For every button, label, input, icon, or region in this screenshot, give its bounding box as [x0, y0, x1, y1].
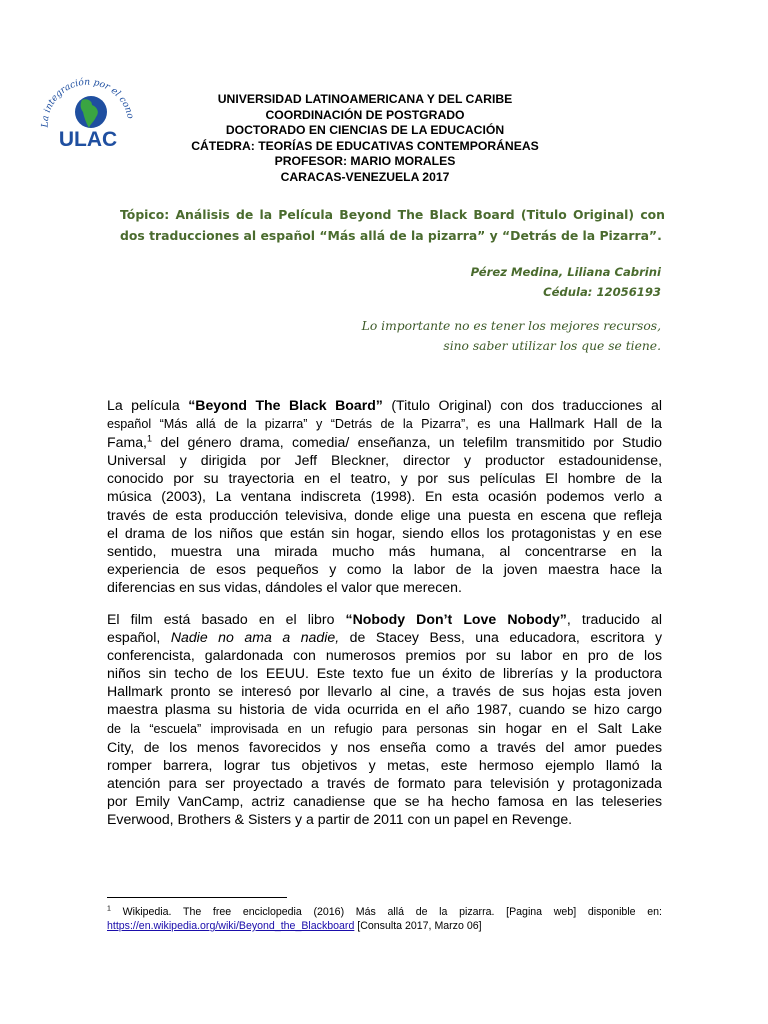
paragraph-line: español, Nadie no ama a nadie, de Stacey Bess, una educadora, escritora y	[107, 629, 662, 646]
footnote-marker: 1	[107, 905, 111, 913]
topic-line: Tópico: Análisis de la Película Beyond The Black Board (Titulo Original) con	[120, 207, 665, 222]
paragraph-line: de la “escuela” improvisada en un refugio para personas sin hogar en el Salt Lake	[107, 719, 662, 736]
quote-line: sino saber utilizar los que se tiene.	[443, 339, 661, 353]
paragraph-line: City, de los menos favorecidos y nos enseña como a través del amor puedes	[107, 738, 662, 755]
paragraph-line: Everwood, Brothers & Sisters y a partir de 2011 con un papel en Revenge.	[107, 811, 573, 828]
header-line: PROFESOR: MARIO MORALES	[274, 154, 456, 169]
paragraph-line: diferencias en sus vidas, dándoles el valor que merecen.	[107, 578, 462, 595]
author-name: Pérez Medina, Liliana Cabrini	[470, 265, 661, 279]
logo-arc-text: La integración por el cono	[39, 76, 136, 128]
paragraph-line: música (2003), La ventana indiscreta (1998). En esta ocasión podemos verlo a	[107, 488, 662, 505]
header-line: CÁTEDRA: TEORÍAS DE EDUCATIVAS CONTEMPORÁNEAS	[191, 138, 539, 153]
institution-header	[150, 92, 580, 186]
paragraph-line: romper barrera, lograr tus objetivos y metas, este hermoso ejemplo llamó la	[107, 756, 662, 773]
paragraph-line: conferencista, galardonada con numerosos premios por su labor en pro de los	[107, 647, 662, 664]
epigraph-quote	[362, 316, 661, 356]
paragraph-line: el drama de los niños que están sin hogar, siendo ellos los protagonistas y en ese	[107, 524, 662, 541]
author-block	[471, 262, 661, 302]
header-line: COORDINACIÓN DE POSTGRADO	[265, 107, 465, 122]
paragraph-line: niños sin techo de los EEUU. Este texto fue un éxito de librerías y la productora	[107, 665, 662, 682]
footnote-divider	[107, 897, 287, 898]
footnote-ref: 1	[146, 433, 152, 444]
footnote-text: Wikipedia. The free enciclopedia (2016) Más allá de la pizarra. [Pagina web] disponible en:	[122, 906, 662, 918]
paragraph-line: sentido, muestra una mirada mucho más humana, al concentrarse en la	[107, 542, 662, 559]
paragraph-line: Universal y dirigida por Jeff Bleckner, director y productor estadounidense,	[107, 452, 662, 469]
paragraph-line: español “Más allá de la pizarra” y “Detrás de la Pizarra”, es una Hallmark Hall de la	[107, 415, 663, 432]
logo-acronym: ULAC	[58, 128, 118, 151]
paragraph-line: por Emily VanCamp, actriz canadiense que se ha hecho famosa en las teleseries	[107, 792, 662, 809]
footnote-link[interactable]: https://en.wikipedia.org/wiki/Beyond_the_Blackboard	[107, 920, 355, 932]
footnote-consulted: [Consulta 2017, Marzo 06]	[354, 920, 482, 932]
topic-heading	[120, 205, 665, 246]
paragraph-line: Hallmark pronto se interesó por llevarlo al cine, a través de sus hojas esta joven	[107, 683, 662, 700]
body-paragraph-2	[107, 610, 662, 828]
paragraph-line: La película “Beyond The Black Board” (Titulo Original) con dos traducciones al	[107, 397, 662, 413]
paragraph-line: través de esta producción televisiva, donde elige una puesta en escena que refleja	[107, 506, 662, 523]
body-paragraph-1	[107, 396, 662, 596]
header-line: UNIVERSIDAD LATINOAMERICANA Y DEL CARIBE	[217, 92, 513, 106]
paragraph-line: maestra plasma su historia de vida ocurrida en el año 1987, cuando se hizo cargo	[107, 701, 662, 718]
paragraph-line: Fama,$^1$ del género drama, comedia/ enseñanza, un telefilm transmitido por Studio	[107, 433, 662, 451]
header-line: CARACAS-VENEZUELA 2017	[280, 169, 450, 184]
author-id: Cédula: 12056193	[543, 285, 661, 299]
paragraph-line: atención para ser proyectado a través de formato para televisión y protagonizada	[107, 774, 662, 791]
footnote	[107, 905, 662, 933]
paragraph-line: experiencia de esos pequeños y como la labor de la joven maestra hace la	[107, 560, 662, 577]
header-line: DOCTORADO EN CIENCIAS DE LA EDUCACIÓN	[225, 123, 505, 138]
quote-line: Lo importante no es tener los mejores recursos,	[361, 319, 661, 333]
paragraph-line: conocido por su trayectoria en el teatro, y por sus películas El hombre de la	[107, 470, 662, 487]
paragraph-line: El film está basado en el libro “Nobody Don’t Love Nobody”, traducido al	[107, 611, 662, 627]
topic-line: dos traducciones al español “Más allá de la pizarra” y “Detrás de la Pizarra”.	[120, 227, 662, 243]
ulac-logo	[34, 60, 142, 168]
globe-icon	[75, 96, 107, 128]
